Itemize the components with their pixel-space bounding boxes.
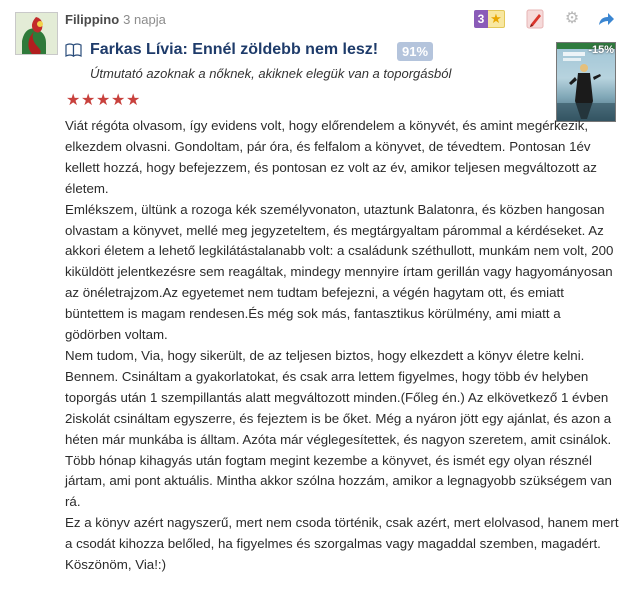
user-rating-stars — [66, 92, 141, 107]
book-title-link[interactable]: Farkas Lívia: Ennél zöldebb nem lesz! — [90, 41, 379, 58]
gear-icon[interactable]: ⚙ — [564, 10, 580, 27]
review-paragraph: Nem tudom, Via, hogy sikerült, de az teljesen biztos, hogy elkezdett a könyv életre kelni. Bennem. Csináltam a gyakorlatokat, és csak arra lettem figyelmes, hogy több év helyben toporgás után 1 szempillantás alatt megváltozott minden.(Főleg én.) Az elkövetkező 1 évben 2iskolát csináltam egyszerre, és fejeztem is be őket. Még a nyáron jött egy ajánlat, és azon a héten már munkába is álltam. Azóta már véglegesítettek, és nagyon szeretem, amit csinálok. — [65, 347, 612, 447]
avatar[interactable] — [15, 12, 58, 55]
share-arrow-icon[interactable] — [596, 9, 616, 29]
book-subtitle: Útmutató azoknak a nőknek, akiknek elegük van a toporgásból — [90, 66, 452, 81]
rating-star-icon: ★ — [66, 92, 81, 109]
score-badge: 91% — [397, 42, 433, 61]
book-icon — [65, 43, 82, 57]
time-ago: 3 napja — [123, 12, 166, 27]
review-text — [65, 116, 620, 576]
star-icon: ★ — [488, 10, 505, 28]
rate-review-button[interactable] — [474, 9, 508, 29]
user-line — [65, 12, 166, 27]
review-paragraph: Több hónap kihagyás után fogtam megint kezembe a könyvet, és ismét egy olyan résznél jártam, ami pont aktuális. Mintha akkor szólna hozzám, amikor a legnagyobb szükségem van rá. — [65, 452, 612, 510]
review-paragraph: Emlékszem, ültünk a rozoga kék személyvonaton, utaztunk Balatonra, és közben hangosan olvastam a könyvet, mellé meg jegyzeteltem, és megtárgyaltam párommal a kérdéseket. Az akkori életem a lehető legkilátástalanabb volt: a családunk széthullott, munkám nem volt, 200 kiküldött jelentkezésre sem reagáltak, mindegy mennyire írtam gerillán vagy hagyományosan az önéletrajzom.Az egyetemet nem tudtam befejezni, a végén hagytam ott, és emiatt büntettem is magam rendesen.És még sok más, fantasztikus körülmény, ami miatt a gödörben voltam. — [65, 201, 614, 343]
rating-count: 3 — [474, 10, 488, 28]
rating-star-icon: ★ — [111, 92, 126, 109]
discount-label: -15% — [588, 44, 614, 56]
rating-star-icon: ★ — [96, 92, 111, 109]
pen-icon[interactable] — [524, 9, 546, 29]
rating-star-icon: ★ — [126, 92, 141, 109]
username-link[interactable]: Filippino — [65, 12, 120, 27]
rating-star-icon: ★ — [81, 92, 96, 109]
review-paragraph: Ez a könyv azért nagyszerű, mert nem csoda történik, csak azért, mert elolvasod, hanem mert a csodát kihozza belőled, ha figyelmes és szorgalmas vagy magaddal szemben, magadért. Köszönöm, Via!:) — [65, 515, 619, 573]
book-cover[interactable] — [556, 42, 616, 122]
review-paragraph: Viát régóta olvasom, így evidens volt, hogy előrendelem a könyvét, és amint megérkezik, elkezdem olvasni. Gondoltam, pár óra, és felfalom a könyvet, de tévedtem. Pontosan 1év kellett hozzá, hogy befejezzem, és pontosan ez volt az év, amikor teljesen megváltozott az életem. — [65, 118, 597, 196]
